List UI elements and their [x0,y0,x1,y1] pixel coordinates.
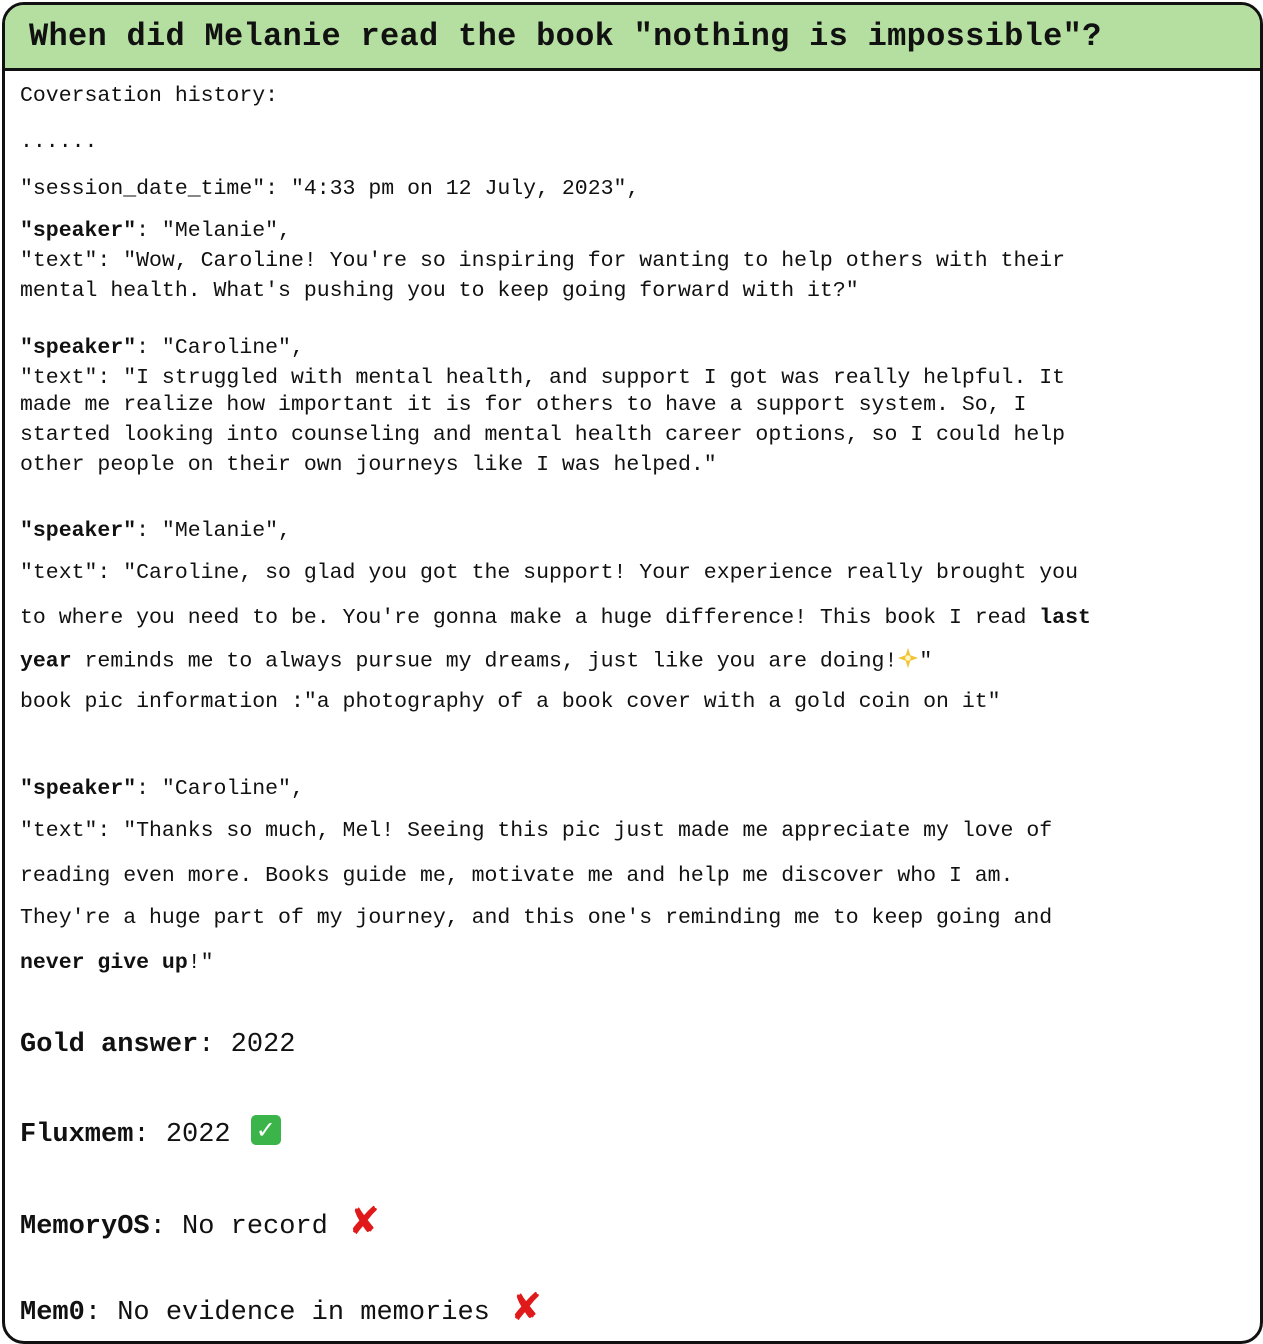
text-line: "text": "Thanks so much, Mel! Seeing this pic just made me appreciate my love of [20,819,1053,843]
gold-answer: Gold answer: 2022 [20,1030,296,1060]
fluxmem-answer: Fluxmem: 2022 ✓ [20,1119,281,1149]
speaker-line: "speaker": "Melanie", [20,519,291,543]
question-header [5,5,1260,71]
text-line: mental health. What's pushing you to keep going forward with it?" [20,279,859,303]
speaker-line: "speaker": "Caroline", [20,777,304,801]
text-line: never give up!" [20,951,214,975]
memoryos-answer: MemoryOS: No record ✘ [20,1199,380,1243]
qa-card [2,2,1263,1344]
cross-mark-icon: ✘ [348,1199,380,1243]
question-title: When did Melanie read the book "nothing is impossible"? [29,18,1102,55]
text-line: "text": "I struggled with mental health, and support I got was really helpful. It [20,366,1066,390]
speaker-line: "speaker": "Caroline", [20,336,304,360]
text-line: started looking into counseling and mental health career options, so I could help [20,423,1066,447]
history-label: Coversation history: [20,84,279,108]
speaker-key: "speaker" [20,336,137,360]
pic-info-line: book pic information :"a photography of a book cover with a gold coin on it" [20,690,1001,714]
text-line: to where you need to be. You're gonna make a huge difference! This book I read last [20,606,1091,630]
speaker-line: "speaker": "Melanie", [20,219,291,243]
ellipsis: ...... [20,130,98,154]
check-mark-icon: ✓ [251,1115,281,1145]
text-line: year reminds me to always pursue my dreams, just like you are doing! " [20,650,932,673]
text-line: reading even more. Books guide me, motivate me and help me discover who I am. [20,864,1014,888]
speaker-key: "speaker" [20,519,137,543]
sparkle-star-icon [897,647,919,669]
mem0-answer: Mem0: No evidence in memories ✘ [20,1285,542,1329]
text-line: "text": "Caroline, so glad you got the support! Your experience really brought you [20,561,1078,585]
text-line: "text": "Wow, Caroline! You're so inspiring for wanting to help others with their [20,249,1066,273]
text-line: made me realize how important it is for others to have a support system. So, I [20,393,1027,417]
speaker-key: "speaker" [20,777,137,801]
cross-mark-icon: ✘ [510,1285,542,1329]
text-line: other people on their own journeys like I was helped." [20,453,717,477]
session-date-time: "session_date_time": "4:33 pm on 12 July, 2023", [20,177,640,201]
text-line: They're a huge part of my journey, and this one's reminding me to keep going and [20,906,1053,930]
speaker-key: "speaker" [20,219,137,243]
